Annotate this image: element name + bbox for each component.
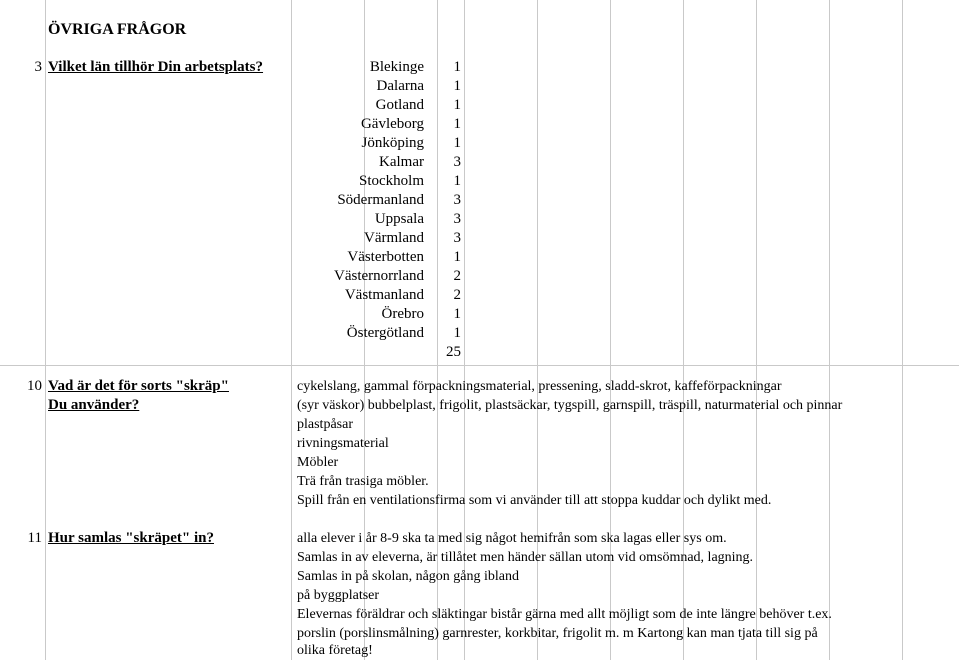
sheet-row[interactable] [0, 96, 959, 115]
county-name: Västerbotten [347, 249, 424, 265]
question-text: Vilket län tillhör Din arbetsplats? [48, 59, 264, 75]
section-title: ÖVRIGA FRÅGOR [48, 21, 187, 38]
question-text-cont: Du använder? [48, 397, 140, 413]
sheet-row[interactable] [0, 343, 959, 362]
county-name: Kalmar [379, 154, 424, 170]
sheet-row[interactable] [0, 134, 959, 153]
county-count: 3 [453, 211, 461, 227]
county-name: Blekinge [369, 59, 424, 75]
sheet-row[interactable] [0, 229, 959, 248]
county-count: 1 [453, 173, 461, 189]
row-divider [0, 365, 959, 366]
county-name: Värmland [364, 230, 424, 246]
county-count: 2 [453, 268, 461, 284]
sheet-row[interactable] [0, 115, 959, 134]
county-count: 1 [453, 135, 461, 151]
sheet-row[interactable] [0, 472, 959, 491]
sheet-row[interactable] [0, 396, 959, 415]
sheet-row[interactable] [0, 415, 959, 434]
answer-text: alla elever i år 8-9 ska ta med sig något hemifrån som ska lagas eller sys om. [297, 531, 727, 546]
sheet-row[interactable] [0, 305, 959, 324]
answer-text: cykelslang, gammal förpackningsmaterial, pressening, sladd-skrot, kaffeförpackningar [297, 379, 782, 394]
sheet-row[interactable] [0, 605, 959, 624]
county-name: Södermanland [337, 192, 424, 208]
county-total: 25 [446, 344, 461, 360]
county-count: 1 [453, 97, 461, 113]
county-count: 1 [453, 306, 461, 322]
sheet-row[interactable] [0, 434, 959, 453]
county-count: 1 [453, 116, 461, 132]
county-name: Gotland [375, 97, 424, 113]
sheet-row[interactable] [0, 491, 959, 510]
sheet-row[interactable] [0, 548, 959, 567]
sheet-row[interactable] [0, 210, 959, 229]
answer-text: olika företag! [297, 643, 373, 658]
sheet-row[interactable] [0, 191, 959, 210]
county-count: 1 [453, 78, 461, 94]
county-name: Jönköping [361, 135, 424, 151]
county-name: Dalarna [376, 78, 424, 94]
sheet-row[interactable] [0, 324, 959, 343]
answer-text: Samlas in av eleverna, är tillåtet men händer sällan utom vid omsömnad, lagning. [297, 550, 754, 565]
county-name: Örebro [381, 306, 424, 322]
sheet-row[interactable] [0, 286, 959, 305]
answer-text: rivningsmaterial [297, 436, 389, 451]
question-text: Hur samlas "skräpet" in? [48, 530, 214, 546]
sheet-row[interactable] [0, 453, 959, 472]
answer-text: på byggplatser [297, 588, 380, 603]
question-number: 3 [34, 59, 42, 75]
sheet-row[interactable] [0, 20, 959, 39]
sheet-row[interactable] [0, 377, 959, 396]
sheet-row[interactable] [0, 641, 959, 660]
sheet-row[interactable] [0, 586, 959, 605]
county-name: Västernorrland [334, 268, 424, 284]
answer-text: (syr väskor) bubbelplast, frigolit, plastsäckar, tygspill, garnspill, träspill, naturmaterial och pinnar [297, 398, 843, 413]
question-number: 10 [27, 378, 42, 394]
question-text: Vad är det för sorts "skräp" [48, 378, 229, 394]
answer-text: Samlas in på skolan, någon gång ibland [297, 569, 520, 584]
answer-text: Möbler [297, 455, 339, 470]
county-count: 3 [453, 154, 461, 170]
county-count: 1 [453, 325, 461, 341]
county-count: 2 [453, 287, 461, 303]
sheet-row[interactable] [0, 567, 959, 586]
sheet-row[interactable] [0, 172, 959, 191]
sheet-row[interactable] [0, 248, 959, 267]
sheet-row[interactable] [0, 267, 959, 286]
sheet-row[interactable] [0, 77, 959, 96]
answer-text: plastpåsar [297, 417, 353, 432]
county-name: Stockholm [358, 173, 424, 189]
county-name: Gävleborg [360, 116, 424, 132]
county-count: 1 [453, 249, 461, 265]
answer-text: porslin (porslinsmålning) garnrester, korkbitar, frigolit m. m Kartong kan man tjata till sig på [297, 626, 818, 641]
sheet-row[interactable] [0, 153, 959, 172]
sheet-row[interactable] [0, 529, 959, 548]
county-name: Västmanland [344, 287, 424, 303]
answer-text: Spill från en ventilationsfirma som vi använder till att stoppa kuddar och dylikt med. [297, 493, 772, 508]
question-number: 11 [27, 530, 42, 546]
answer-text: Trä från trasiga möbler. [297, 474, 429, 489]
answer-text: Elevernas föräldrar och släktingar bistår gärna med allt möjligt som de inte längre behöver t.ex. [297, 607, 832, 622]
county-count: 1 [453, 59, 461, 75]
county-name: Uppsala [374, 211, 424, 227]
county-name: Östergötland [346, 325, 424, 341]
county-count: 3 [453, 192, 461, 208]
sheet-row[interactable] [0, 58, 959, 77]
county-count: 3 [453, 230, 461, 246]
